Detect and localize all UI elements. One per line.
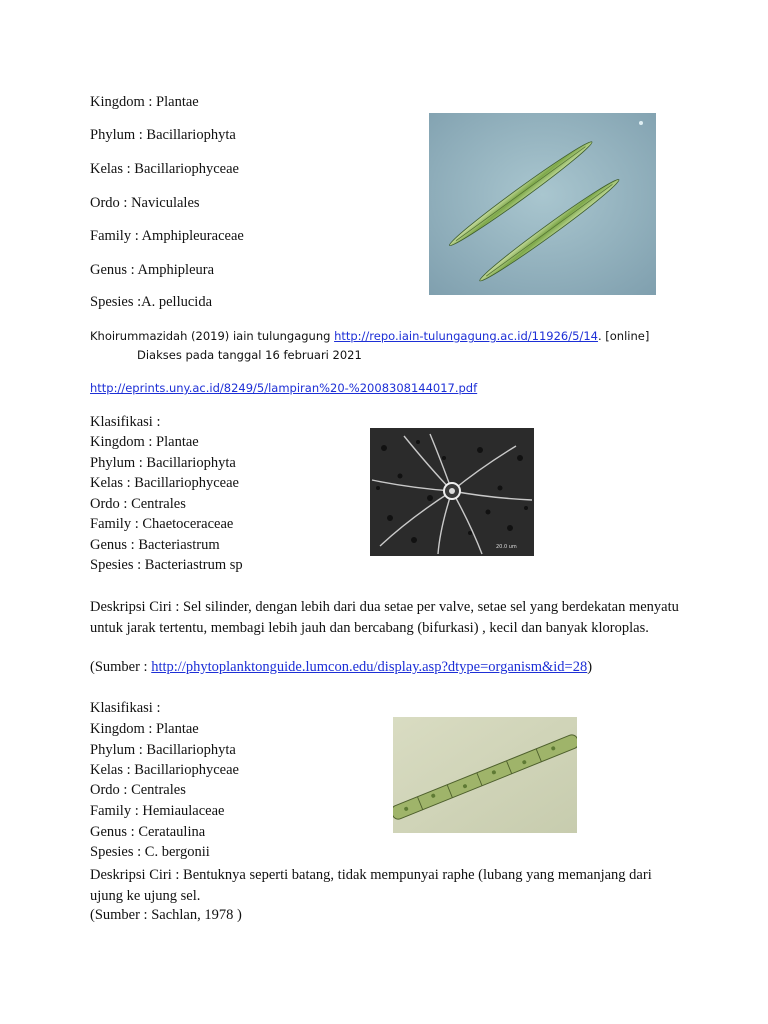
bacteriastrum-photo [370,428,534,556]
s2-source-link[interactable]: http://phytoplanktonguide.lumcon.edu/display.asp?dtype=organism&id=28 [151,659,588,675]
s2-source-suffix: ) [587,659,593,675]
s2-klasifikasi: Klasifikasi : [90,414,161,430]
sem-scale-caption: 20.0 um [496,544,517,550]
s2-kingdom: Kingdom : Plantae [90,434,199,450]
s3-spesies: Spesies : C. bergonii [90,844,210,860]
s2-source [90,659,592,676]
s1-kelas: Kelas : Bacillariophyceae [90,161,239,177]
s2-ordo: Ordo : Centrales [90,496,186,512]
s2-genus: Genus : Bacteriastrum [90,537,220,553]
s2-description: Deskripsi Ciri : Sel silinder, dengan lebih dari dua setae per valve, setae sel yang berdekatan menyatu untuk jarak tertentu, membagi lebih jauh dan bercabang (bifurkasi) , kecil dan banyak kloroplas. [90,599,679,636]
s3-genus: Genus : Cerataulina [90,824,206,840]
eprints-link[interactable] [90,381,477,395]
s3-kelas: Kelas : Bacillariophyceae [90,762,239,778]
s1-phylum: Phylum : Bacillariophyta [90,127,236,143]
s3-ordo: Ordo : Centrales [90,782,186,798]
s1-ordo: Ordo : Naviculales [90,195,200,211]
s2-kelas: Kelas : Bacillariophyceae [90,475,239,491]
citation-author: Khoirummazidah (2019) iain tulungagung [90,329,335,343]
s3-klasifikasi: Klasifikasi : [90,700,161,716]
citation-suffix: . [online] [597,329,650,343]
s1-family: Family : Amphipleuraceae [90,228,244,244]
s2-family: Family : Chaetoceraceae [90,516,234,532]
s3-source: (Sumber : Sachlan, 1978 ) [90,907,242,923]
s2-spesies: Spesies : Bacteriastrum sp [90,557,243,573]
s3-family: Family : Hemiaulaceae [90,803,225,819]
s1-spesies: Spesies :A. pellucida [90,294,213,310]
eprints-link-text[interactable]: http://eprints.uny.ac.id/8249/5/lampiran%20-%2008308144017.pdf [90,381,478,395]
s1-citation-date: Diakses pada tanggal 16 februari 2021 [137,348,362,362]
s3-phylum: Phylum : Bacillariophyta [90,742,236,758]
citation-link[interactable]: http://repo.iain-tulungagung.ac.id/11926/5/14 [334,329,598,343]
s3-description: Deskripsi Ciri : Bentuknya seperti batang, tidak mempunyai raphe (lubang yang memanjang dari ujung ke ujung sel. [90,867,652,904]
s3-kingdom: Kingdom : Plantae [90,721,199,737]
s2-source-prefix: (Sumber : [90,659,152,675]
s1-genus: Genus : Amphipleura [90,262,215,278]
cerataulina-photo [393,717,577,833]
amphipleura-photo [429,113,656,295]
s2-phylum: Phylum : Bacillariophyta [90,455,236,471]
s1-kingdom: Kingdom : Plantae [90,94,199,110]
s1-citation [90,329,649,343]
